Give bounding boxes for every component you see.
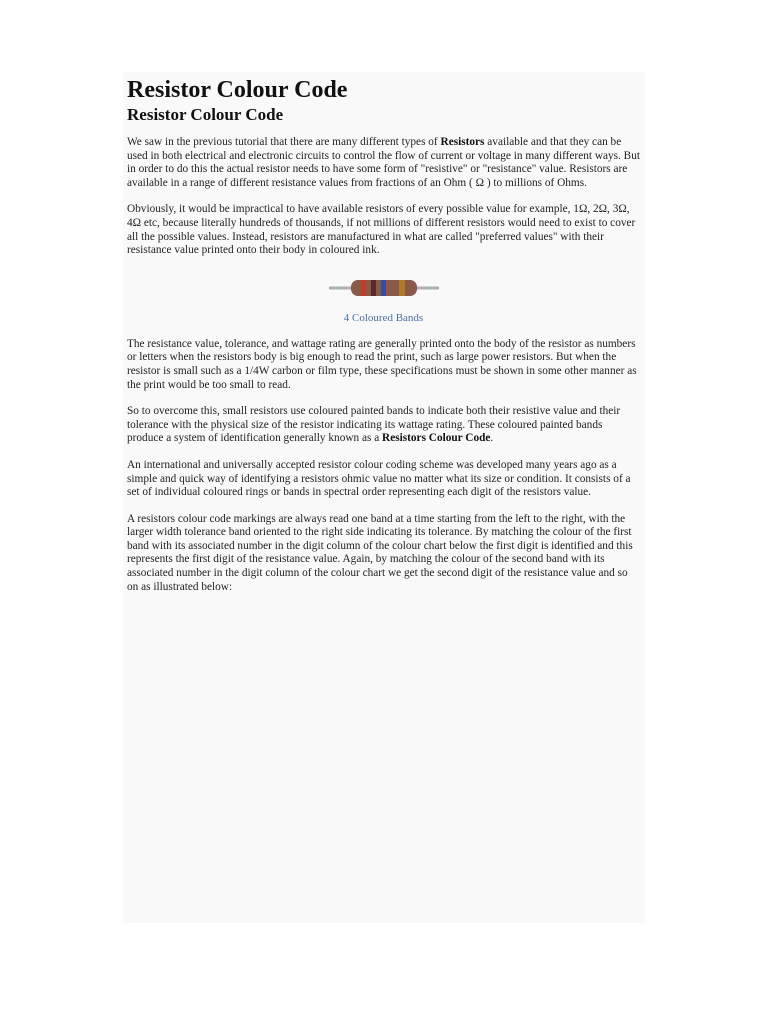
article-title: Resistor Colour Code xyxy=(127,77,348,103)
article-subtitle: Resistor Colour Code xyxy=(127,105,284,124)
paragraph-coloured-bands-text-c: . xyxy=(490,432,494,445)
resistors-term: Resistors xyxy=(440,136,485,148)
resistor-figure xyxy=(127,278,640,324)
paragraph-intro xyxy=(127,136,640,190)
resistor-band-2 xyxy=(371,280,376,296)
paragraph-coding-scheme: An international and universally accepted resistor colour coding scheme was developed many years ago as a simple and quick way of identifying a resistors ohmic value no matter what its size or condition. It consists of a set of individual coloured rings or bands in spectral order representing each digit of the resistors value. xyxy=(127,458,631,499)
paragraph-printed-ratings: The resistance value, tolerance, and wattage rating are generally printed onto the body of the resistor as numbers or letters when the resistors body is big enough to read the print, such as large power resistors. But when the resistor is small such as a 1/4W carbon or film type, these specifications must be shown in some other manner as the print would be too small to read. xyxy=(127,337,637,391)
paragraph-preferred-values: Obviously, it would be impractical to have available resistors of every possible value for example, 1Ω, 2Ω, 3Ω, 4Ω etc, because literally hundreds of thousands, if not millions of different resistors would need to exist to cover all the possible values. Instead, resistors are manufactured in what are called "preferred values" with their resistance value printed onto their body in coloured ink. xyxy=(127,203,636,257)
paragraph-reading-bands: A resistors colour code markings are always read one band at a time starting from the left to the right, with the larger width tolerance band oriented to the right side indicating its tolerance. By matching the colour of the first band with its associated number in the digit column of the colour chart below the first digit is identified and this represents the first digit of the resistance value. Again, by matching the colour of the second band with its associated number in the digit column of the colour chart we get the second digit of the resistance value and so on as illustrated below: xyxy=(127,512,633,593)
resistor-icon xyxy=(329,278,439,298)
resistor-band-1 xyxy=(361,280,366,296)
figure-caption: 4 Coloured Bands xyxy=(343,311,424,324)
article-content xyxy=(127,76,640,607)
paragraph-coloured-bands-text-a: So to overcome this, small resistors use coloured painted bands to indicate both their resistive value and their tolerance with the physical size of the resistor indicating its wattage rating. These coloured painted bands produce a system of identification generally known as a xyxy=(127,405,621,445)
paragraph-intro-text-c: available and that they can be used in both electrical and electronic circuits to control the flow of current or voltage in many different ways. But in order to do this the actual resistor needs to have some form of "resistive" or "resistance" value. Resistors are available in a range of different resistance values from fractions of an Ohm ( Ω ) to millions of Ohms. xyxy=(127,136,641,189)
resistors-colour-code-term: Resistors Colour Code xyxy=(382,432,491,445)
paragraph-intro-text-a: We saw in the previous tutorial that there are many different types of xyxy=(127,136,441,148)
document-page xyxy=(123,72,645,923)
resistor-band-3 xyxy=(381,280,386,296)
resistor-band-4 xyxy=(399,280,405,296)
paragraph-coloured-bands xyxy=(127,405,640,446)
